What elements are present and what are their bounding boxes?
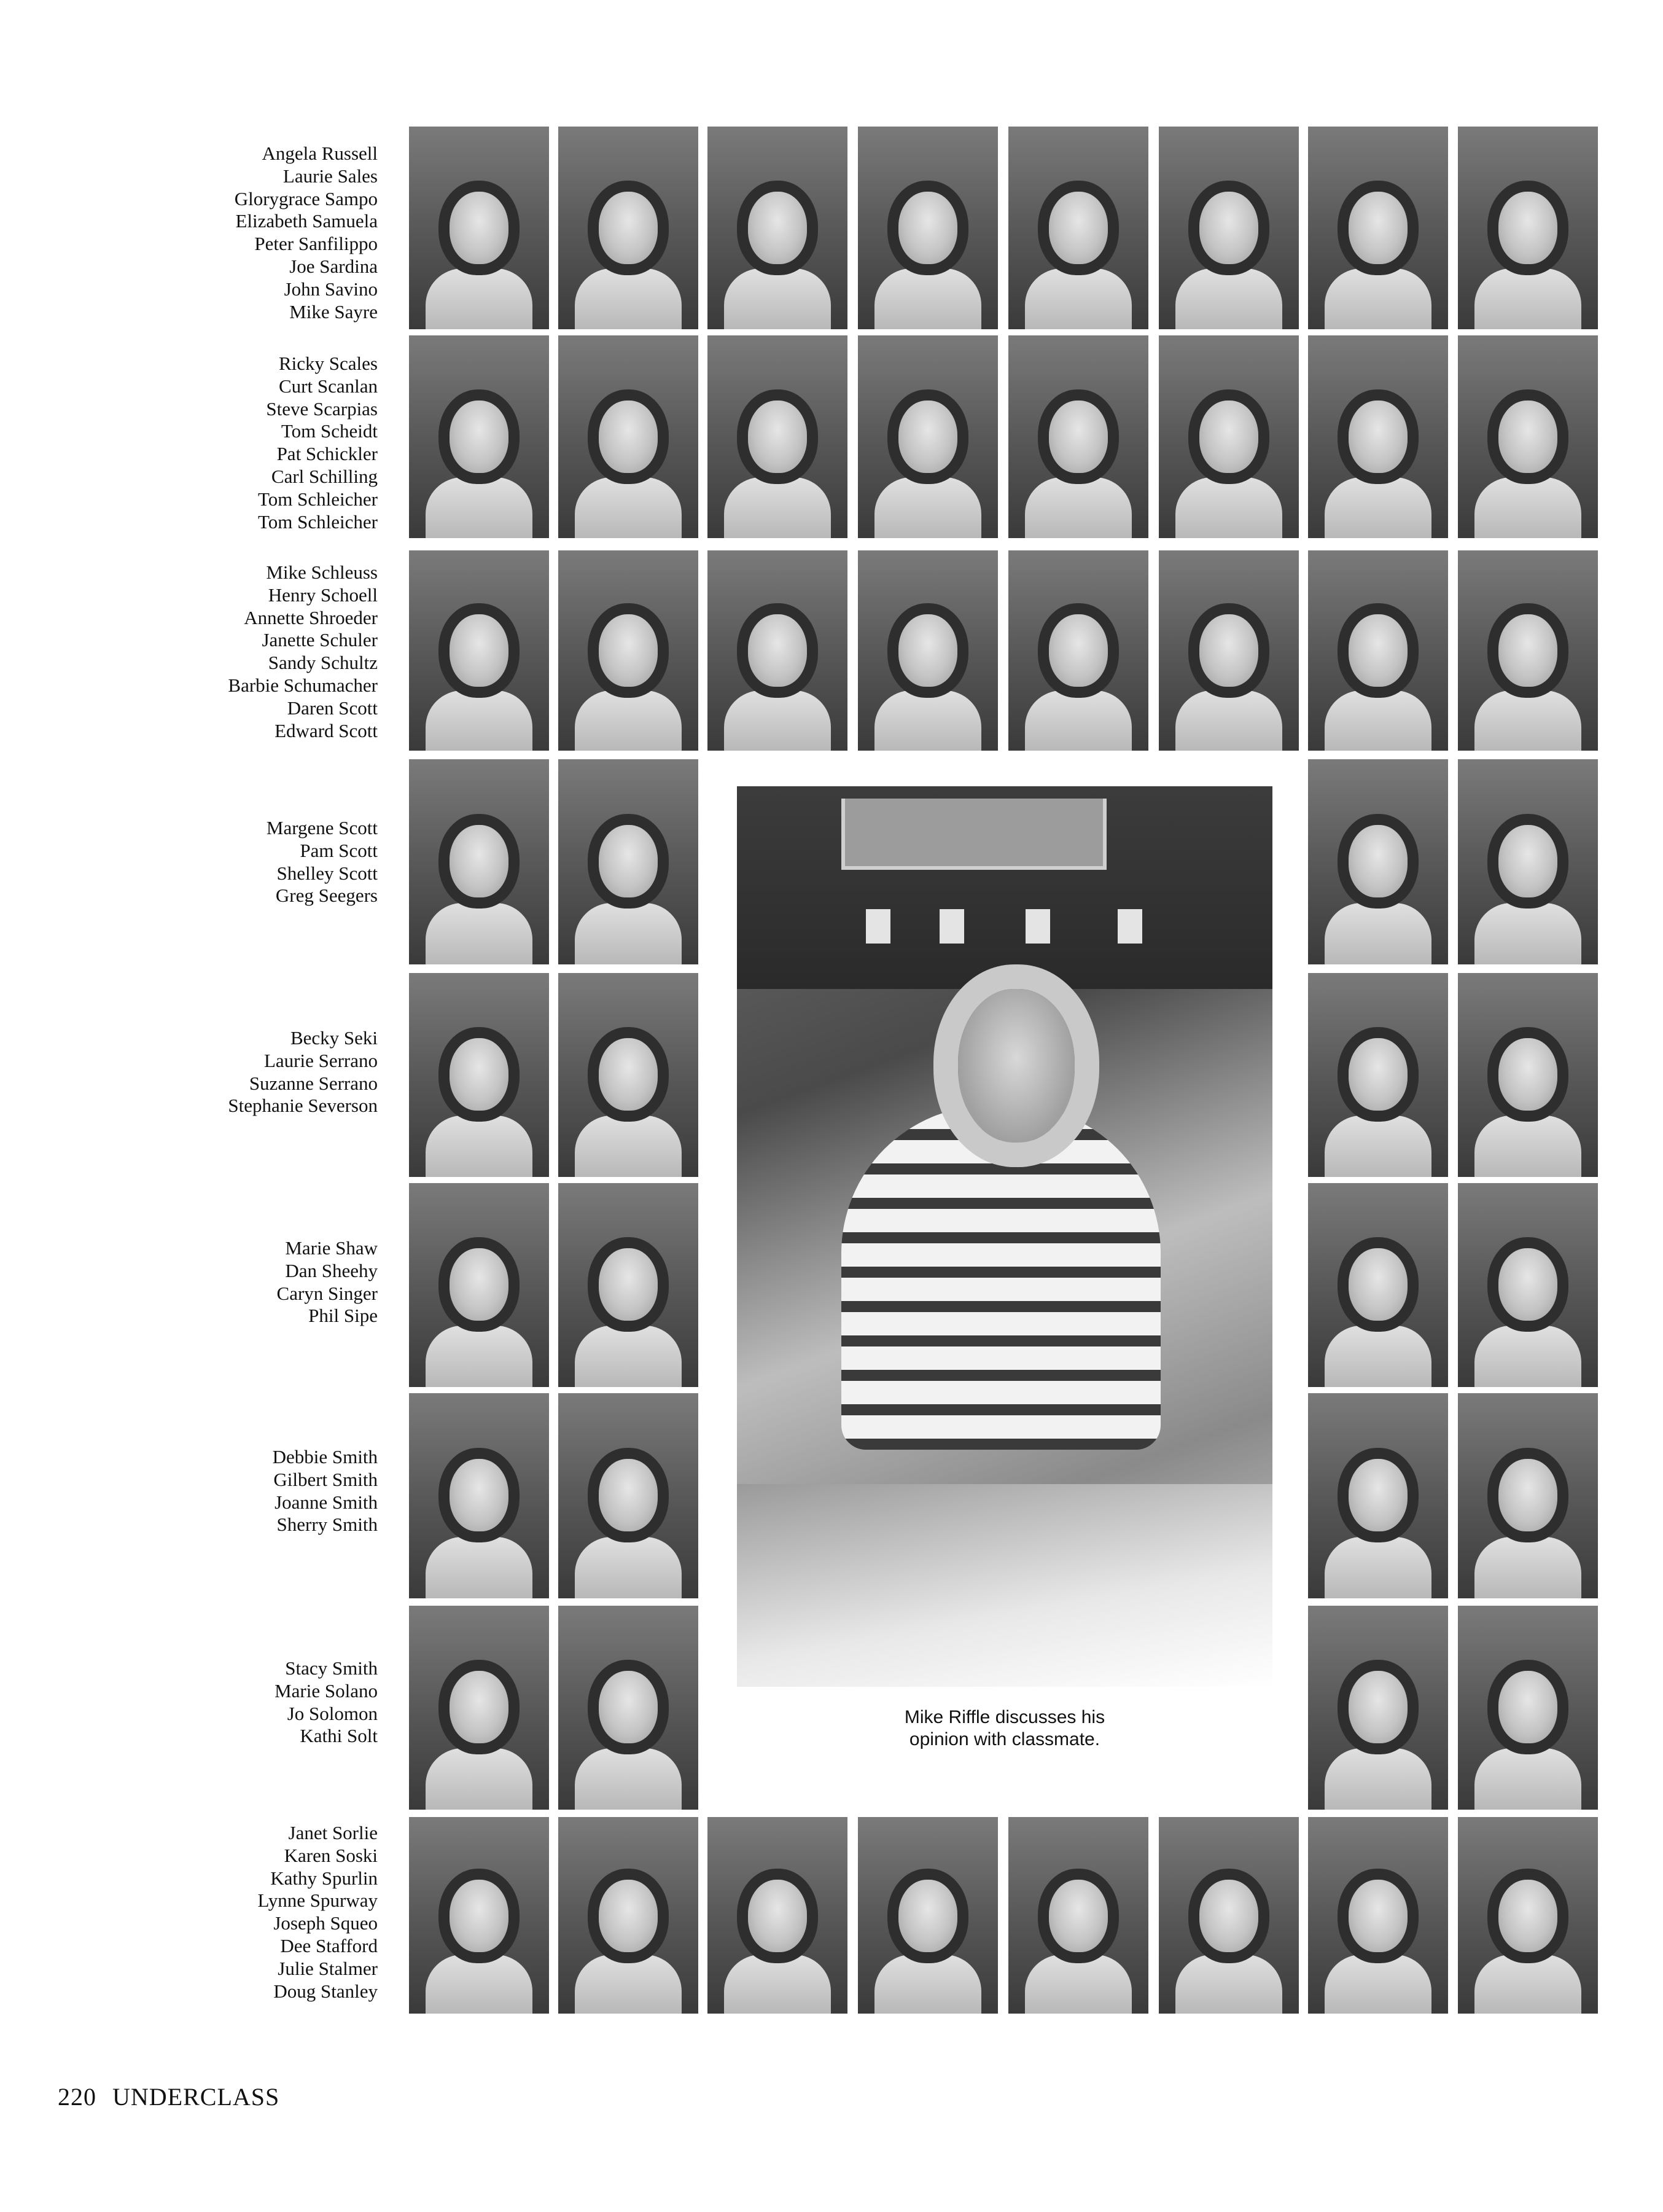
photo-caption [737, 1706, 1272, 1751]
portrait-shoulders [1474, 268, 1581, 329]
student-portrait [1308, 1817, 1448, 2014]
name-block-6 [25, 1237, 378, 1327]
page-footer [58, 2082, 295, 2111]
portrait-head [1199, 401, 1258, 473]
portrait-head [1498, 1248, 1557, 1321]
student-name: Laurie Serrano [263, 1049, 378, 1071]
student-name: Pat Schickler [276, 443, 378, 465]
portrait-head [748, 1880, 807, 1952]
portrait-head [450, 1880, 508, 1952]
portrait-shoulders [1025, 477, 1131, 538]
student-portrait [1458, 1817, 1598, 2014]
portrait-head [898, 1880, 957, 1952]
name-block-5 [25, 1027, 378, 1117]
portrait-head [898, 401, 957, 473]
portrait-shoulders [575, 1748, 681, 1810]
portrait-shoulders [426, 1116, 532, 1177]
portrait-head [599, 401, 658, 473]
student-name: Pam Scott [300, 839, 378, 861]
student-portrait [409, 550, 549, 751]
student-name: Peter Sanfilippo [254, 233, 378, 255]
student-portrait [1308, 973, 1448, 1177]
portrait-shoulders [575, 903, 681, 964]
portrait-head [599, 825, 658, 897]
student-portrait [1008, 127, 1148, 329]
portrait-shoulders [1025, 1955, 1131, 2014]
portrait-shoulders [1175, 690, 1282, 751]
portrait-shoulders [426, 477, 532, 538]
portrait-shoulders [426, 1955, 532, 2014]
portrait-head [599, 1038, 658, 1111]
portrait-shoulders [1325, 1116, 1431, 1177]
feature-photo [737, 786, 1272, 1687]
student-portrait [707, 335, 847, 538]
student-name: Tom Schleicher [258, 510, 378, 533]
portrait-head [450, 825, 508, 897]
student-name: Barbie Schumacher [228, 674, 378, 696]
portrait-shoulders [1325, 1955, 1431, 2014]
name-block-2 [25, 353, 378, 533]
portrait-head [450, 1038, 508, 1111]
portrait-head [748, 614, 807, 687]
student-name: Margene Scott [266, 817, 378, 838]
student-name: Sherry Smith [276, 1514, 378, 1536]
student-portrait [1008, 335, 1148, 538]
portrait-head [1498, 1671, 1557, 1743]
student-name: Carl Schilling [271, 465, 378, 487]
student-name: Joseph Squeo [273, 1912, 378, 1934]
portrait-shoulders [1474, 903, 1581, 964]
portrait-shoulders [1474, 477, 1581, 538]
student-name: Curt Scanlan [279, 375, 378, 397]
student-portrait [1458, 335, 1598, 538]
name-block-7 [25, 1446, 378, 1536]
portrait-head [1349, 825, 1408, 897]
portrait-head [1199, 1880, 1258, 1952]
portrait-shoulders [575, 268, 681, 329]
portrait-shoulders [575, 690, 681, 751]
student-name: Shelley Scott [276, 862, 378, 884]
wall-frame [841, 799, 1107, 870]
student-portrait [1458, 1183, 1598, 1387]
student-portrait [409, 759, 549, 964]
student-portrait [558, 1393, 698, 1598]
portrait-shoulders [426, 1748, 532, 1810]
student-portrait [858, 335, 998, 538]
student-name: Mike Schleuss [266, 561, 378, 583]
student-name: John Savino [284, 278, 378, 300]
student-name: Phil Sipe [308, 1305, 378, 1327]
student-name: Kathy Spurlin [270, 1867, 378, 1889]
portrait-shoulders [724, 690, 830, 751]
student-name: Ricky Scales [279, 353, 378, 374]
student-portrait [1308, 127, 1448, 329]
portrait-shoulders [575, 477, 681, 538]
portrait-shoulders [426, 268, 532, 329]
portrait-head [1049, 192, 1108, 264]
student-name: Sandy Schultz [268, 652, 378, 674]
portrait-head [1498, 192, 1557, 264]
student-portrait [409, 1183, 549, 1387]
portrait-shoulders [426, 1537, 532, 1598]
student-portrait [1008, 550, 1148, 751]
portrait-head [599, 192, 658, 264]
portrait-shoulders [1474, 1116, 1581, 1177]
caption-line: Mike Riffle discusses his [904, 1707, 1105, 1727]
student-name: Janet Sorlie [288, 1822, 378, 1843]
student-portrait [1159, 127, 1299, 329]
portrait-head [1049, 1880, 1108, 1952]
portrait-head [1349, 1671, 1408, 1743]
portrait-head [1349, 1459, 1408, 1531]
portrait-shoulders [724, 268, 830, 329]
portrait-shoulders [426, 903, 532, 964]
student-figure [841, 1106, 1161, 1450]
student-name: Joanne Smith [275, 1491, 378, 1513]
student-name: Kathi Solt [300, 1725, 378, 1747]
student-name: Elizabeth Samuela [235, 210, 378, 232]
wall-square [940, 909, 964, 944]
student-portrait [858, 127, 998, 329]
student-portrait [1308, 550, 1448, 751]
student-name: Mike Sayre [289, 300, 378, 322]
student-portrait [707, 127, 847, 329]
portrait-shoulders [1175, 477, 1282, 538]
student-name: Dan Sheehy [285, 1259, 378, 1281]
portrait-head [450, 1459, 508, 1531]
portrait-head [898, 192, 957, 264]
portrait-head [1498, 825, 1557, 897]
student-name: Stacy Smith [285, 1657, 378, 1679]
portrait-shoulders [1025, 268, 1131, 329]
student-portrait [707, 550, 847, 751]
portrait-shoulders [1175, 268, 1282, 329]
student-name: Annette Shroeder [244, 606, 378, 628]
portrait-shoulders [1175, 1955, 1282, 2014]
student-portrait [707, 1817, 847, 2014]
wall-square [866, 909, 890, 944]
student-name: Julie Stalmer [278, 1957, 378, 1979]
page-number: 220 [58, 2083, 96, 2111]
portrait-head [1498, 614, 1557, 687]
portrait-head [450, 401, 508, 473]
student-name: Karen Soski [284, 1844, 378, 1866]
portrait-shoulders [1325, 477, 1431, 538]
student-name: Angela Russell [262, 143, 378, 164]
student-portrait [558, 550, 698, 751]
portrait-head [450, 1671, 508, 1743]
wall-square [1026, 909, 1050, 944]
student-portrait [558, 335, 698, 538]
student-name: Caryn Singer [276, 1282, 378, 1304]
student-portrait [409, 127, 549, 329]
portrait-head [599, 1459, 658, 1531]
portrait-shoulders [575, 1116, 681, 1177]
student-name: Doug Stanley [273, 1980, 378, 2002]
student-portrait [409, 973, 549, 1177]
student-portrait [1308, 335, 1448, 538]
portrait-head [1498, 1880, 1557, 1952]
portrait-shoulders [1474, 1748, 1581, 1810]
portrait-head [450, 614, 508, 687]
portrait-shoulders [1325, 268, 1431, 329]
name-block-3 [25, 561, 378, 742]
portrait-head [1349, 1248, 1408, 1321]
portrait-shoulders [1474, 1537, 1581, 1598]
portrait-head [748, 192, 807, 264]
student-name: Steve Scarpias [266, 397, 378, 420]
student-portrait [1458, 1393, 1598, 1598]
student-name: Marie Solano [275, 1679, 378, 1702]
portrait-head [1498, 1459, 1557, 1531]
name-block-9 [25, 1822, 378, 2003]
portrait-head [1199, 614, 1258, 687]
portrait-head [898, 614, 957, 687]
portrait-shoulders [426, 1326, 532, 1387]
portrait-head [1349, 192, 1408, 264]
student-portrait [409, 1393, 549, 1598]
portrait-head [450, 192, 508, 264]
portrait-shoulders [1025, 690, 1131, 751]
portrait-head [1498, 1038, 1557, 1111]
student-name: Debbie Smith [272, 1446, 378, 1468]
portrait-head [1199, 192, 1258, 264]
student-name: Henry Schoell [268, 584, 378, 606]
portrait-shoulders [1474, 1326, 1581, 1387]
portrait-shoulders [1474, 690, 1581, 751]
student-name: Lynne Spurway [257, 1890, 378, 1912]
portrait-head [599, 1671, 658, 1743]
student-name: Gilbert Smith [273, 1468, 378, 1490]
student-portrait [558, 1606, 698, 1810]
student-portrait [1458, 1606, 1598, 1810]
portrait-shoulders [724, 477, 830, 538]
student-portrait [558, 127, 698, 329]
portrait-head [1498, 401, 1557, 473]
portrait-head [748, 401, 807, 473]
portrait-shoulders [874, 690, 981, 751]
student-name: Becky Seki [290, 1027, 378, 1049]
student-name: Dee Stafford [280, 1934, 378, 1956]
student-name: Marie Shaw [285, 1237, 378, 1259]
student-portrait [1308, 1606, 1448, 1810]
section-title: UNDERCLASS [112, 2083, 280, 2111]
portrait-shoulders [426, 690, 532, 751]
portrait-head [1349, 614, 1408, 687]
wall-square [1118, 909, 1142, 944]
student-portrait [1308, 1183, 1448, 1387]
desk-paper [737, 1484, 1272, 1687]
portrait-head [599, 614, 658, 687]
portrait-shoulders [874, 268, 981, 329]
name-block-8 [25, 1657, 378, 1748]
portrait-head [1349, 401, 1408, 473]
portrait-head [599, 1880, 658, 1952]
portrait-head [1049, 614, 1108, 687]
student-name: Jo Solomon [287, 1702, 378, 1724]
portrait-shoulders [874, 1955, 981, 2014]
student-face [958, 989, 1075, 1143]
portrait-shoulders [575, 1326, 681, 1387]
student-portrait [558, 759, 698, 964]
student-portrait [1458, 973, 1598, 1177]
portrait-shoulders [1325, 903, 1431, 964]
student-portrait [858, 550, 998, 751]
student-portrait [1308, 1393, 1448, 1598]
student-portrait [1458, 759, 1598, 964]
student-name: Glorygrace Sampo [234, 187, 378, 209]
student-portrait [1308, 759, 1448, 964]
student-name: Edward Scott [275, 719, 378, 741]
student-portrait [1159, 1817, 1299, 2014]
portrait-shoulders [1325, 1326, 1431, 1387]
student-name: Stephanie Severson [228, 1095, 378, 1117]
portrait-shoulders [874, 477, 981, 538]
portrait-head [599, 1248, 658, 1321]
student-name: Laurie Sales [282, 165, 378, 187]
portrait-head [450, 1248, 508, 1321]
student-name: Janette Schuler [262, 629, 378, 651]
student-portrait [1458, 127, 1598, 329]
portrait-shoulders [1325, 1537, 1431, 1598]
student-portrait [1008, 1817, 1148, 2014]
student-name: Daren Scott [287, 697, 378, 719]
student-name: Joe Sardina [289, 255, 378, 277]
name-block-1 [25, 143, 378, 323]
student-name: Greg Seegers [275, 885, 378, 907]
student-portrait [858, 1817, 998, 2014]
portrait-shoulders [575, 1955, 681, 2014]
portrait-shoulders [1325, 690, 1431, 751]
student-portrait [1159, 550, 1299, 751]
student-portrait [1159, 335, 1299, 538]
student-portrait [1458, 550, 1598, 751]
name-block-4 [25, 817, 378, 907]
student-portrait [409, 1606, 549, 1810]
student-portrait [558, 973, 698, 1177]
portrait-shoulders [1325, 1748, 1431, 1810]
portrait-shoulders [724, 1955, 830, 2014]
student-portrait [558, 1817, 698, 2014]
student-name: Suzanne Serrano [249, 1072, 378, 1094]
student-portrait [558, 1183, 698, 1387]
portrait-shoulders [575, 1537, 681, 1598]
student-name: Tom Schleicher [258, 488, 378, 510]
student-portrait [409, 335, 549, 538]
student-portrait [409, 1817, 549, 2014]
portrait-head [1349, 1038, 1408, 1111]
caption-line: opinion with classmate. [909, 1729, 1100, 1749]
student-name: Tom Scheidt [281, 420, 378, 442]
portrait-shoulders [1474, 1955, 1581, 2014]
portrait-head [1049, 401, 1108, 473]
portrait-head [1349, 1880, 1408, 1952]
